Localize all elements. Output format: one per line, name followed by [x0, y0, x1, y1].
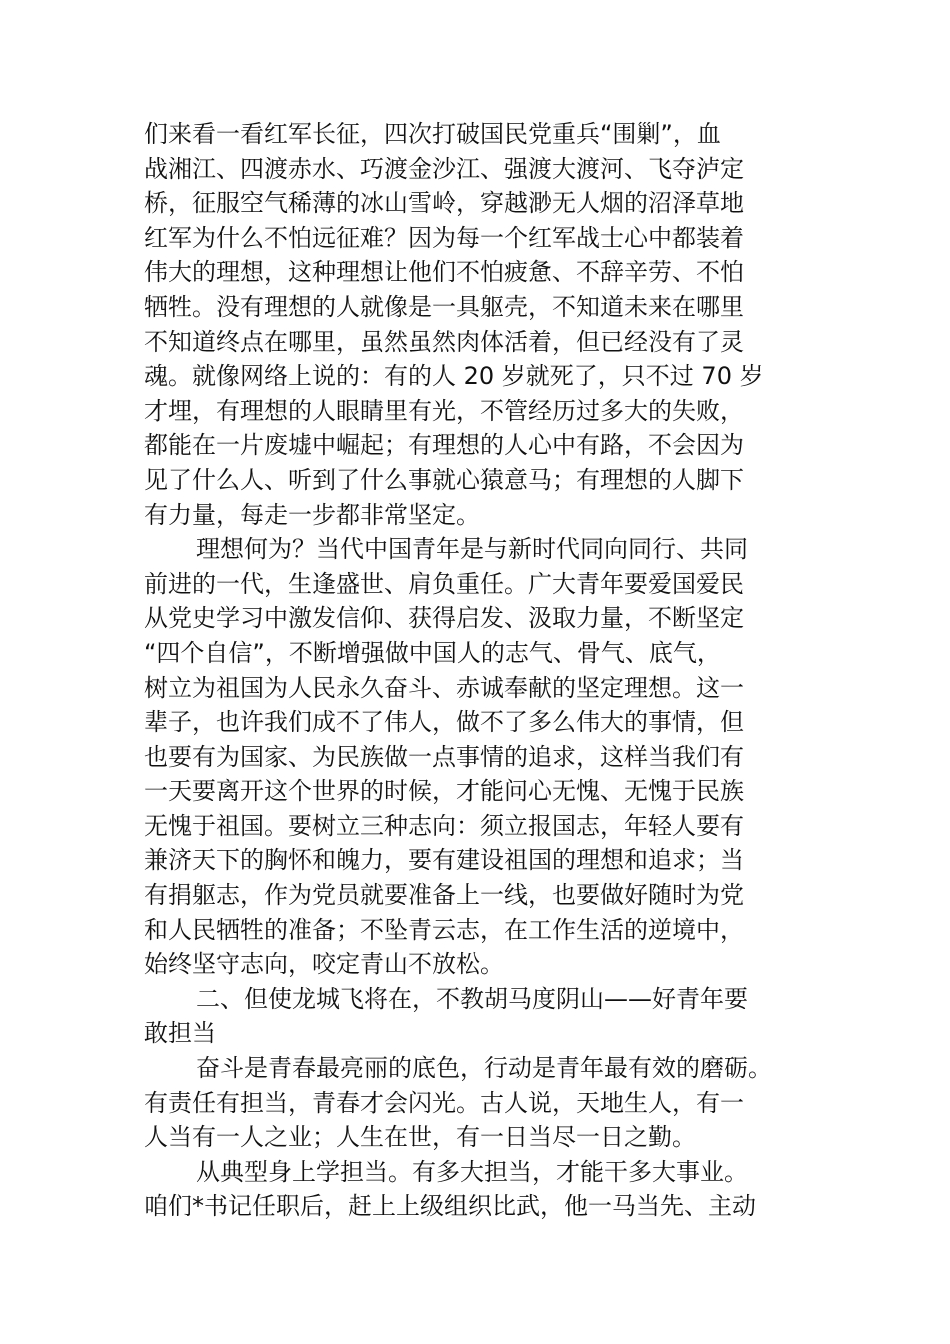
text-line: 人当有一人之业；人生在世，有一日当尽一日之勤。: [144, 1123, 696, 1152]
text-line: 始终坚守志向，咬定青山不放松。: [144, 950, 504, 979]
text-line: 辈子，也许我们成不了伟人，做不了多么伟大的事情，但: [144, 708, 744, 737]
text-line: 不知道终点在哪里，虽然虽然肉体活着，但已经没有了灵: [144, 327, 744, 356]
text-line: “四个自信”，不断增强做中国人的志气、骨气、底气，: [144, 638, 721, 667]
text-line: 一天要离开这个世界的时候，才能问心无愧、无愧于民族: [144, 777, 744, 806]
text-line: 二、但使龙城飞将在，不教胡马度阴山——好青年要: [196, 984, 748, 1013]
text-line: 无愧于祖国。要树立三种志向：须立报国志，年轻人要有: [144, 811, 744, 840]
text-line: 也要有为国家、为民族做一点事情的追求，这样当我们有: [144, 742, 744, 771]
text-line: 见了什么人、听到了什么事就心猿意马；有理想的人脚下: [144, 465, 744, 494]
text-line: 们来看一看红军长征，四次打破国民党重兵“围剿”，血: [144, 120, 721, 148]
document-body: [144, 117, 810, 1224]
text-line: 才埋，有理想的人眼睛里有光，不管经历过多大的失败，: [144, 396, 744, 425]
text-line: 红军为什么不怕远征难？因为每一个红军战士心中都装着: [144, 223, 744, 252]
text-line: 奋斗是青春最亮丽的底色，行动是青年最有效的磨砺。: [196, 1054, 772, 1083]
text-line: 桥，征服空气稀薄的冰山雪岭，穿越渺无人烟的沼泽草地: [144, 189, 744, 218]
text-line: 理想何为？当代中国青年是与新时代同向同行、共同: [196, 535, 748, 564]
text-line: 树立为祖国为人民永久奋斗、赤诚奉献的坚定理想。这一: [144, 673, 744, 702]
text-line: 魂。就像网络上说的：有的人 20 岁就死了，只不过 70 岁: [144, 362, 764, 391]
text-line: 敢担当: [144, 1019, 216, 1048]
text-line: 咱们*书记任职后，赶上上级组织比武，他一马当先、主动: [144, 1192, 756, 1221]
text-line: 从典型身上学担当。有多大担当，才能干多大事业。: [196, 1157, 748, 1186]
text-line: 牺牲。没有理想的人就像是一具躯壳，不知道未来在哪里: [144, 292, 744, 321]
text-line: 和人民牺牲的准备；不坠青云志，在工作生活的逆境中，: [144, 915, 744, 944]
text-line: 有责任有担当，青春才会闪光。古人说，天地生人，有一: [144, 1088, 744, 1117]
text-line: 都能在一片废墟中崛起；有理想的人心中有路，不会因为: [144, 431, 744, 460]
text-line: 前进的一代，生逢盛世、肩负重任。广大青年要爱国爱民: [144, 569, 744, 598]
text-line: 从党史学习中激发信仰、获得启发、汲取力量，不断坚定: [144, 604, 744, 633]
text-line: 战湘江、四渡赤水、巧渡金沙江、强渡大渡河、飞夺泸定: [144, 154, 744, 183]
text-line: 有力量，每走一步都非常坚定。: [144, 500, 480, 529]
text-line: 兼济天下的胸怀和魄力，要有建设祖国的理想和追求；当: [144, 846, 744, 875]
text-line: 有捐躯志，作为党员就要准备上一线，也要做好随时为党: [144, 881, 744, 910]
text-line: 伟大的理想，这种理想让他们不怕疲惫、不辞辛劳、不怕: [144, 258, 744, 287]
